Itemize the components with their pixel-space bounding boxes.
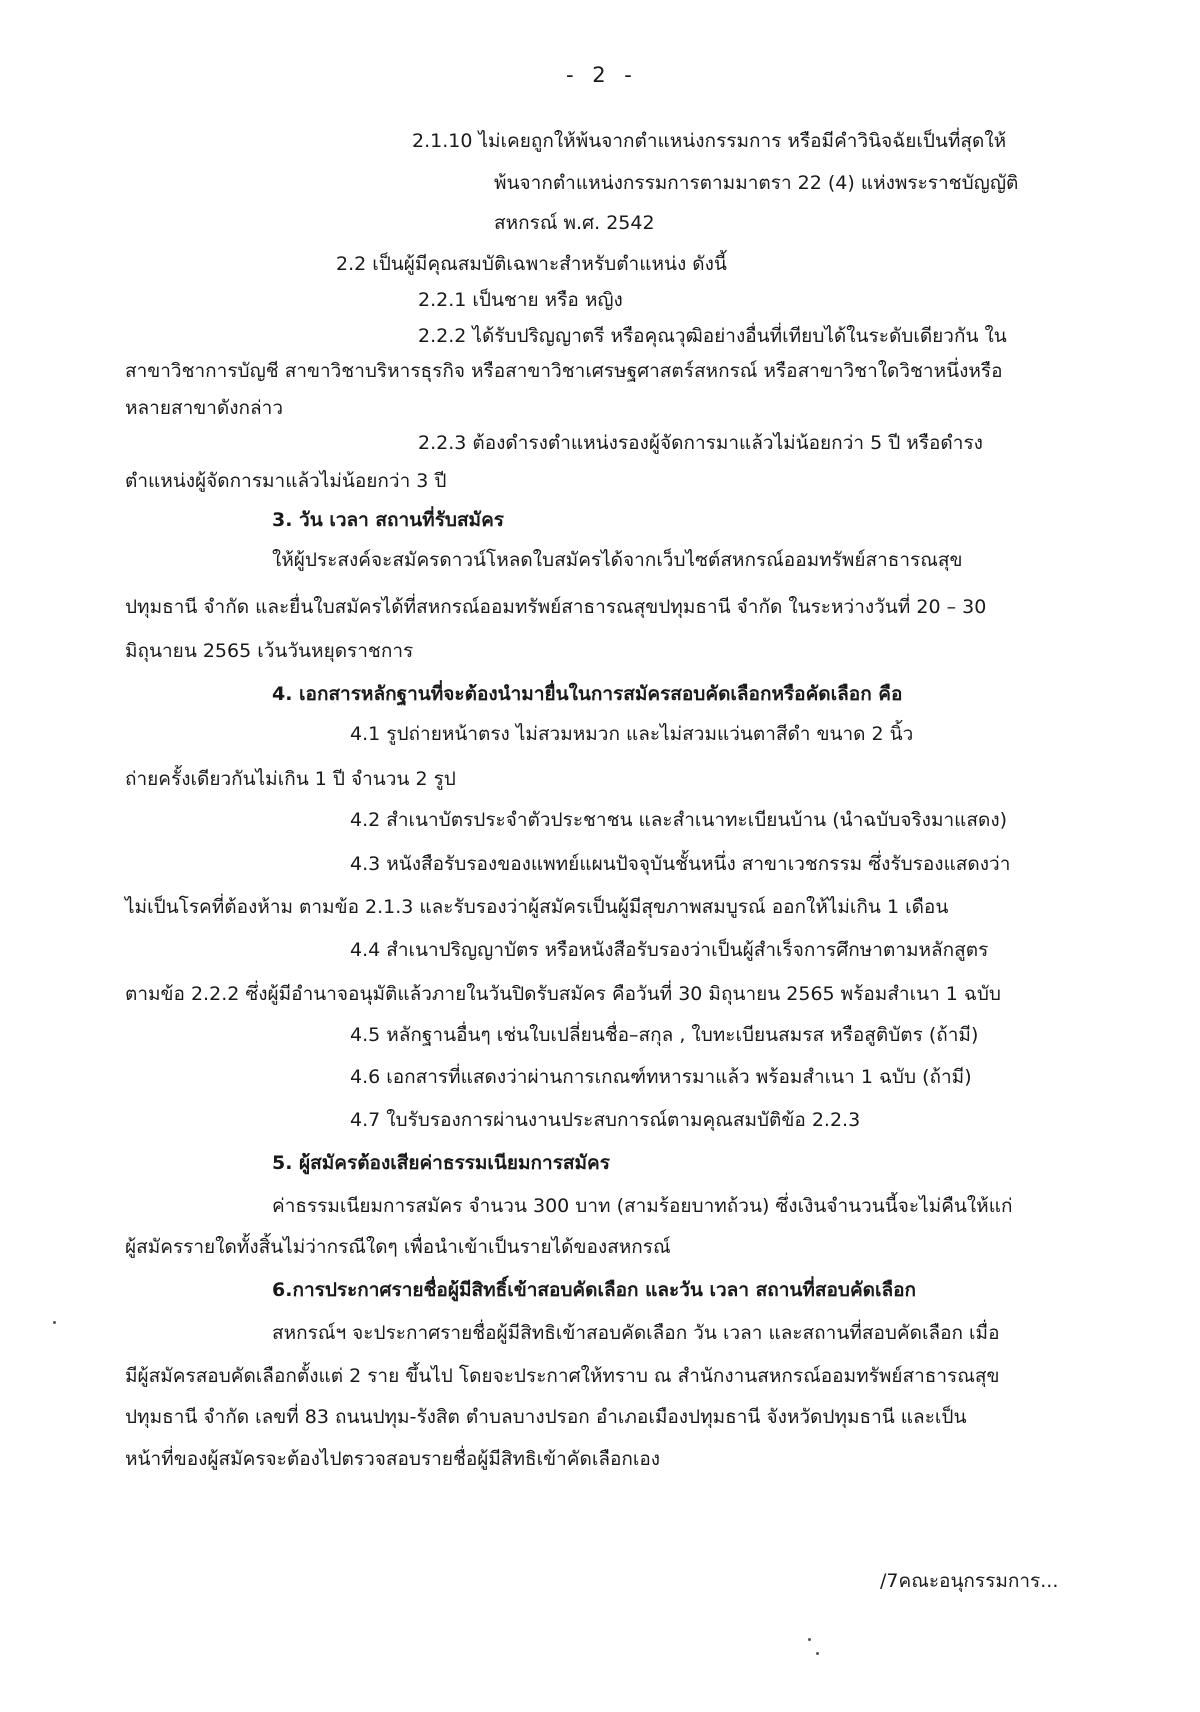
text-line: มิถุนายน 2565 เว้นวันหยุดราชการ [125,640,414,662]
section-heading: 5. ผู้สมัครต้องเสียค่าธรรมเนียมการสมัคร [272,1152,610,1174]
text-line: 4.2 สำเนาบัตรประจำตัวประชาชน และสำเนาทะเบียนบ้าน (นำฉบับจริงมาแสดง) [350,809,1008,831]
text-line: 2.2.2 ได้รับปริญญาตรี หรือคุณวุฒิอย่างอื่นที่เทียบได้ในระดับเดียวกัน ใน [418,325,1007,347]
scan-speck [808,1638,811,1641]
text-line: มีผู้สมัครสอบคัดเลือกตั้งแต่ 2 ราย ขึ้นไป โดยจะประกาศให้ทราบ ณ สำนักงานสหกรณ์ออมทรัพย์สาธารณสุข [125,1365,1000,1387]
text-line: หลายสาขาดังกล่าว [125,397,283,419]
continuation-footer: /7คณะอนุกรรมการ... [880,1570,1059,1592]
page-number: - 2 - [566,63,638,87]
text-line: สาขาวิชาการบัญชี สาขาวิชาบริหารธุรกิจ หรือสาขาวิชาเศรษฐศาสตร์สหกรณ์ หรือสาขาวิชาใดวิชาหนึ่งหรือ [125,360,1003,382]
text-line: 2.2.1 เป็นชาย หรือ หญิง [418,289,623,311]
text-line: 4.6 เอกสารที่แสดงว่าผ่านการเกณฑ์ทหารมาแล้ว พร้อมสำเนา 1 ฉบับ (ถ้ามี) [350,1066,972,1088]
text-line: สหกรณ์ พ.ศ. 2542 [494,212,655,234]
section-heading: 6.การประกาศรายชื่อผู้มีสิทธิ์เข้าสอบคัดเลือก และวัน เวลา สถานที่สอบคัดเลือก [272,1279,917,1301]
text-line: 2.2 เป็นผู้มีคุณสมบัติเฉพาะสำหรับตำแหน่ง ดังนี้ [336,253,727,275]
scan-speck [53,1321,56,1324]
text-line: หน้าที่ของผู้สมัครจะต้องไปตรวจสอบรายชื่อผู้มีสิทธิเข้าคัดเลือกเอง [125,1448,661,1470]
text-line: 2.2.3 ต้องดำรงตำแหน่งรองผู้จัดการมาแล้วไม่น้อยกว่า 5 ปี หรือดำรง [418,432,983,454]
text-line: ค่าธรรมเนียมการสมัคร จำนวน 300 บาท (สามร้อยบาทถ้วน) ซึ่งเงินจำนวนนี้จะไม่คืนให้แก่ [272,1195,1013,1217]
text-line: 4.7 ใบรับรองการผ่านงานประสบการณ์ตามคุณสมบัติข้อ 2.2.3 [350,1109,861,1131]
section-heading: 4. เอกสารหลักฐานที่จะต้องนำมายื่นในการสมัครสอบคัดเลือกหรือคัดเลือก คือ [272,683,903,705]
text-line: สหกรณ์ฯ จะประกาศรายชื่อผู้มีสิทธิเข้าสอบคัดเลือก วัน เวลา และสถานที่สอบคัดเลือก เมื่อ [272,1322,1000,1344]
text-line: 2.1.10 ไม่เคยถูกให้พ้นจากตำแหน่งกรรมการ หรือมีคำวินิจฉัยเป็นที่สุดให้ [412,130,1007,152]
text-line: ปทุมธานี จำกัด และยื่นใบสมัครได้ที่สหกรณ์ออมทรัพย์สาธารณสุขปทุมธานี จำกัด ในระหว่างวันที่ 20 – 30 [125,596,987,618]
text-line: ตามข้อ 2.2.2 ซึ่งผู้มีอำนาจอนุมัติแล้วภายในวันปิดรับสมัคร คือวันที่ 30 มิถุนายน 2565 พร้อมสำเนา 1 ฉบับ [125,983,1001,1005]
text-line: 4.5 หลักฐานอื่นๆ เช่นใบเปลี่ยนชื่อ–สกุล , ใบทะเบียนสมรส หรือสูติบัตร (ถ้ามี) [350,1024,979,1046]
text-line: ปทุมธานี จำกัด เลขที่ 83 ถนนปทุม-รังสิต ตำบลบางปรอก อำเภอเมืองปทุมธานี จังหวัดปทุมธานี และเป็น [125,1406,967,1428]
text-line: ถ่ายครั้งเดียวกันไม่เกิน 1 ปี จำนวน 2 รูป [125,768,456,790]
text-line: ผู้สมัครรายใดทั้งสิ้นไม่ว่ากรณีใดๆ เพื่อนำเข้าเป็นรายได้ของสหกรณ์ [125,1236,671,1258]
text-line: 4.4 สำเนาปริญญาบัตร หรือหนังสือรับรองว่าเป็นผู้สำเร็จการศึกษาตามหลักสูตร [350,939,989,961]
text-line: ไม่เป็นโรคที่ต้องห้าม ตามข้อ 2.1.3 และรับรองว่าผู้สมัครเป็นผู้มีสุขภาพสมบูรณ์ ออกให้ไม่เกิน 1 เดือน [125,896,949,918]
scan-speck [816,1652,819,1655]
text-line: ให้ผู้ประสงค์จะสมัครดาวน์โหลดใบสมัครได้จากเว็บไซต์สหกรณ์ออมทรัพย์สาธารณสุข [272,549,963,571]
text-line: 4.3 หนังสือรับรองของแพทย์แผนปัจจุบันชั้นหนึ่ง สาขาเวชกรรม ซึ่งรับรองแสดงว่า [350,853,1011,875]
text-line: ตำแหน่งผู้จัดการมาแล้วไม่น้อยกว่า 3 ปี [125,470,447,492]
text-line: 4.1 รูปถ่ายหน้าตรง ไม่สวมหมวก และไม่สวมแว่นตาสีดำ ขนาด 2 นิ้ว [350,723,914,745]
text-line: พ้นจากตำแหน่งกรรมการตามมาตรา 22 (4) แห่งพระราชบัญญัติ [494,172,1019,194]
section-heading: 3. วัน เวลา สถานที่รับสมัคร [272,509,504,531]
